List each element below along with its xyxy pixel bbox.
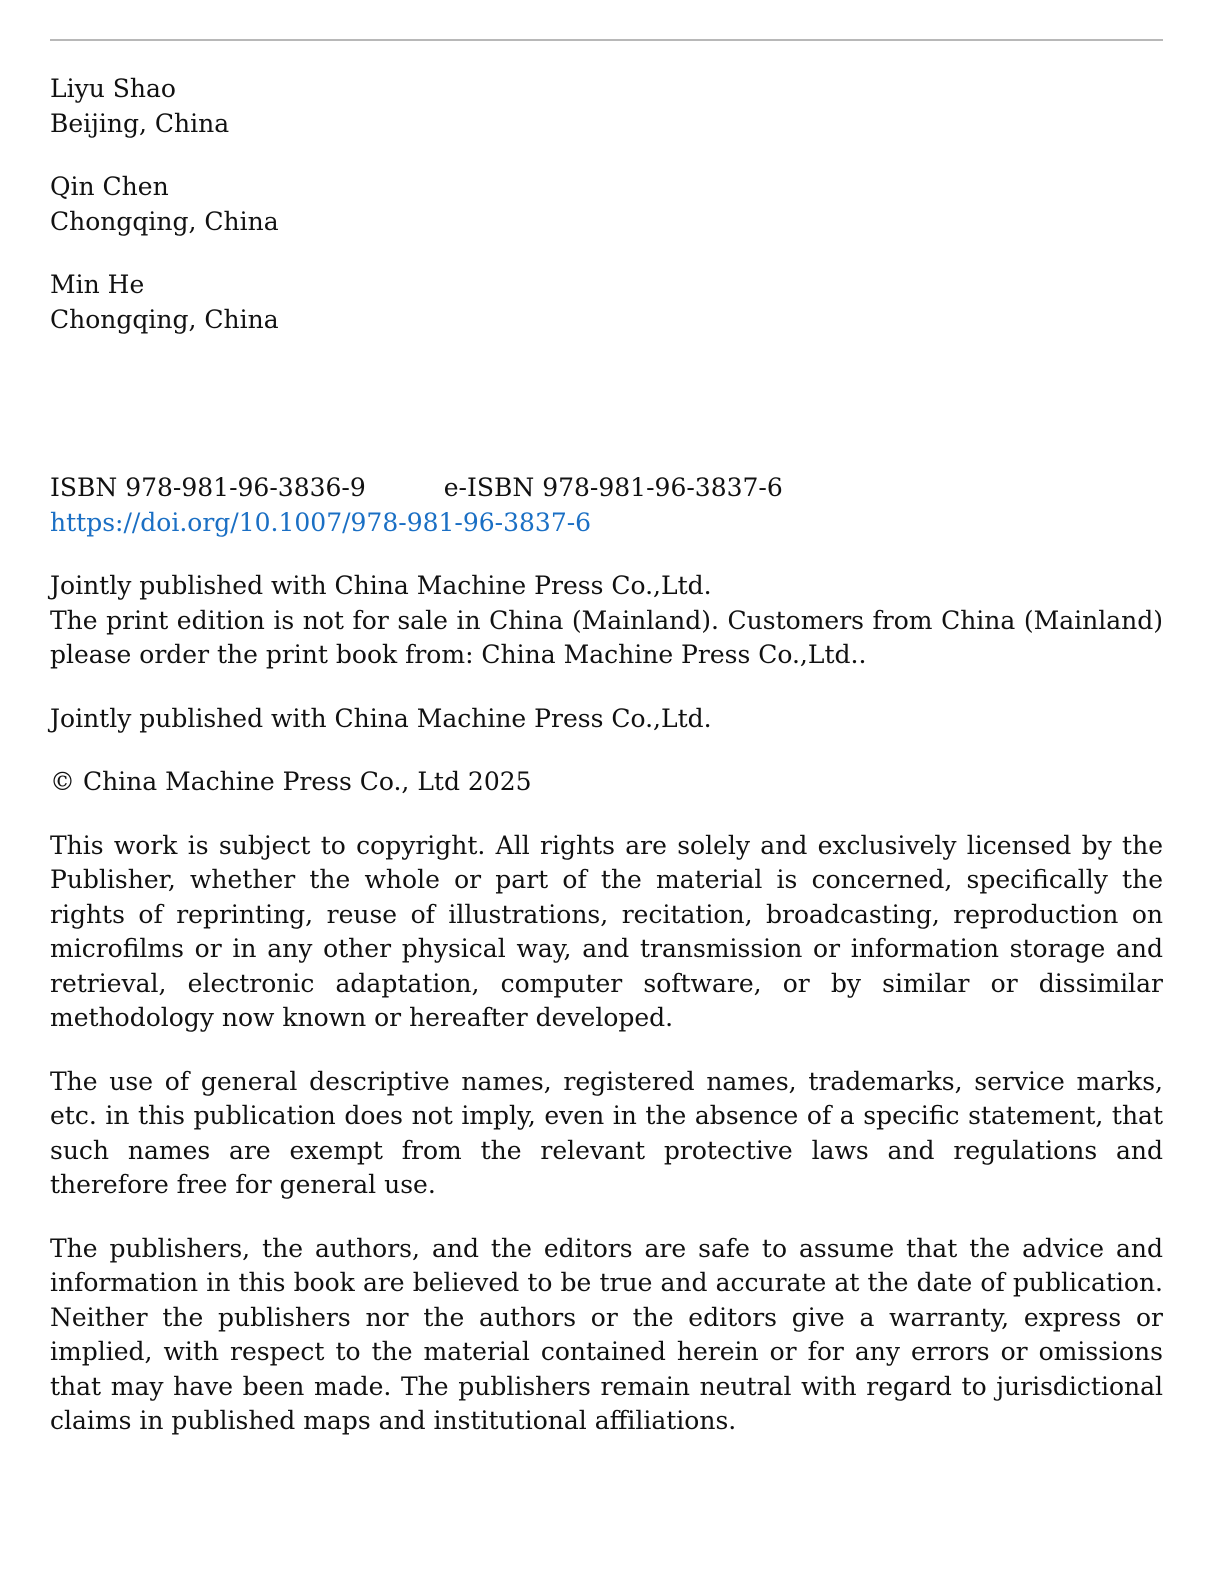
- author-location: Chongqing, China: [50, 206, 279, 236]
- author-name: Qin Chen: [50, 172, 169, 201]
- copyright-page: [50, 72, 1163, 1468]
- doi-link[interactable]: https://doi.org/10.1007/978-981-96-3837-6: [50, 507, 592, 537]
- jointly-published-notice-repeat: Jointly published with China Machine Press Co.,Ltd.: [50, 703, 712, 733]
- copyright-line: © China Machine Press Co., Ltd 2025: [50, 767, 532, 796]
- author-name: Liyu Shao: [50, 74, 176, 103]
- author-location: Beijing, China: [50, 108, 230, 138]
- author-name: Min He: [50, 270, 145, 299]
- warranty-paragraph: The publishers, the authors, and the editors are safe to assume that the advice and information in this book are believed to be true and accurate at the date of publication. Neither the publishers nor the authors or the editors give a warranty, express or implied, with respect to the material contained herein or for any errors or omissions that may have been made. The publishers remain neutral with regard to jurisdictional claims in published maps and institutional affiliations.: [50, 1233, 1163, 1435]
- isbn-block: [50, 471, 1163, 540]
- author-location: Chongqing, China: [50, 304, 279, 334]
- top-divider: [50, 39, 1163, 41]
- print-edition-notice: The print edition is not for sale in China (Mainland). Customers from China (Mainland) please order the print book from: China Machine Press Co.,Ltd..: [50, 605, 1163, 669]
- author-block: [50, 170, 1163, 239]
- trademark-paragraph: The use of general descriptive names, registered names, trademarks, service marks, etc. in this publication does not imply, even in the absence of a specific statement, that such names are exempt from the relevant protective laws and regulations and therefore free for general use.: [50, 1066, 1163, 1199]
- print-isbn: ISBN 978-981-96-3836-9: [50, 473, 366, 502]
- jointly-published-notice: Jointly published with China Machine Press Co.,Ltd.: [50, 571, 712, 600]
- ebook-isbn: e-ISBN 978-981-96-3837-6: [443, 473, 783, 502]
- copyright-paragraph: This work is subject to copyright. All rights are solely and exclusively licensed by the Publisher, whether the whole or part of the material is concerned, specifically the rights of reprinting, reuse of illustrations, recitation, broadcasting, reproduction on microfilms or in any other physical way, and transmission or information storage and retrieval, electronic adaptation, computer software, or by similar or dissimilar methodology now known or hereafter developed.: [50, 830, 1163, 1032]
- isbn-row: [50, 471, 1163, 506]
- author-block: [50, 268, 1163, 337]
- author-block: [50, 72, 1163, 141]
